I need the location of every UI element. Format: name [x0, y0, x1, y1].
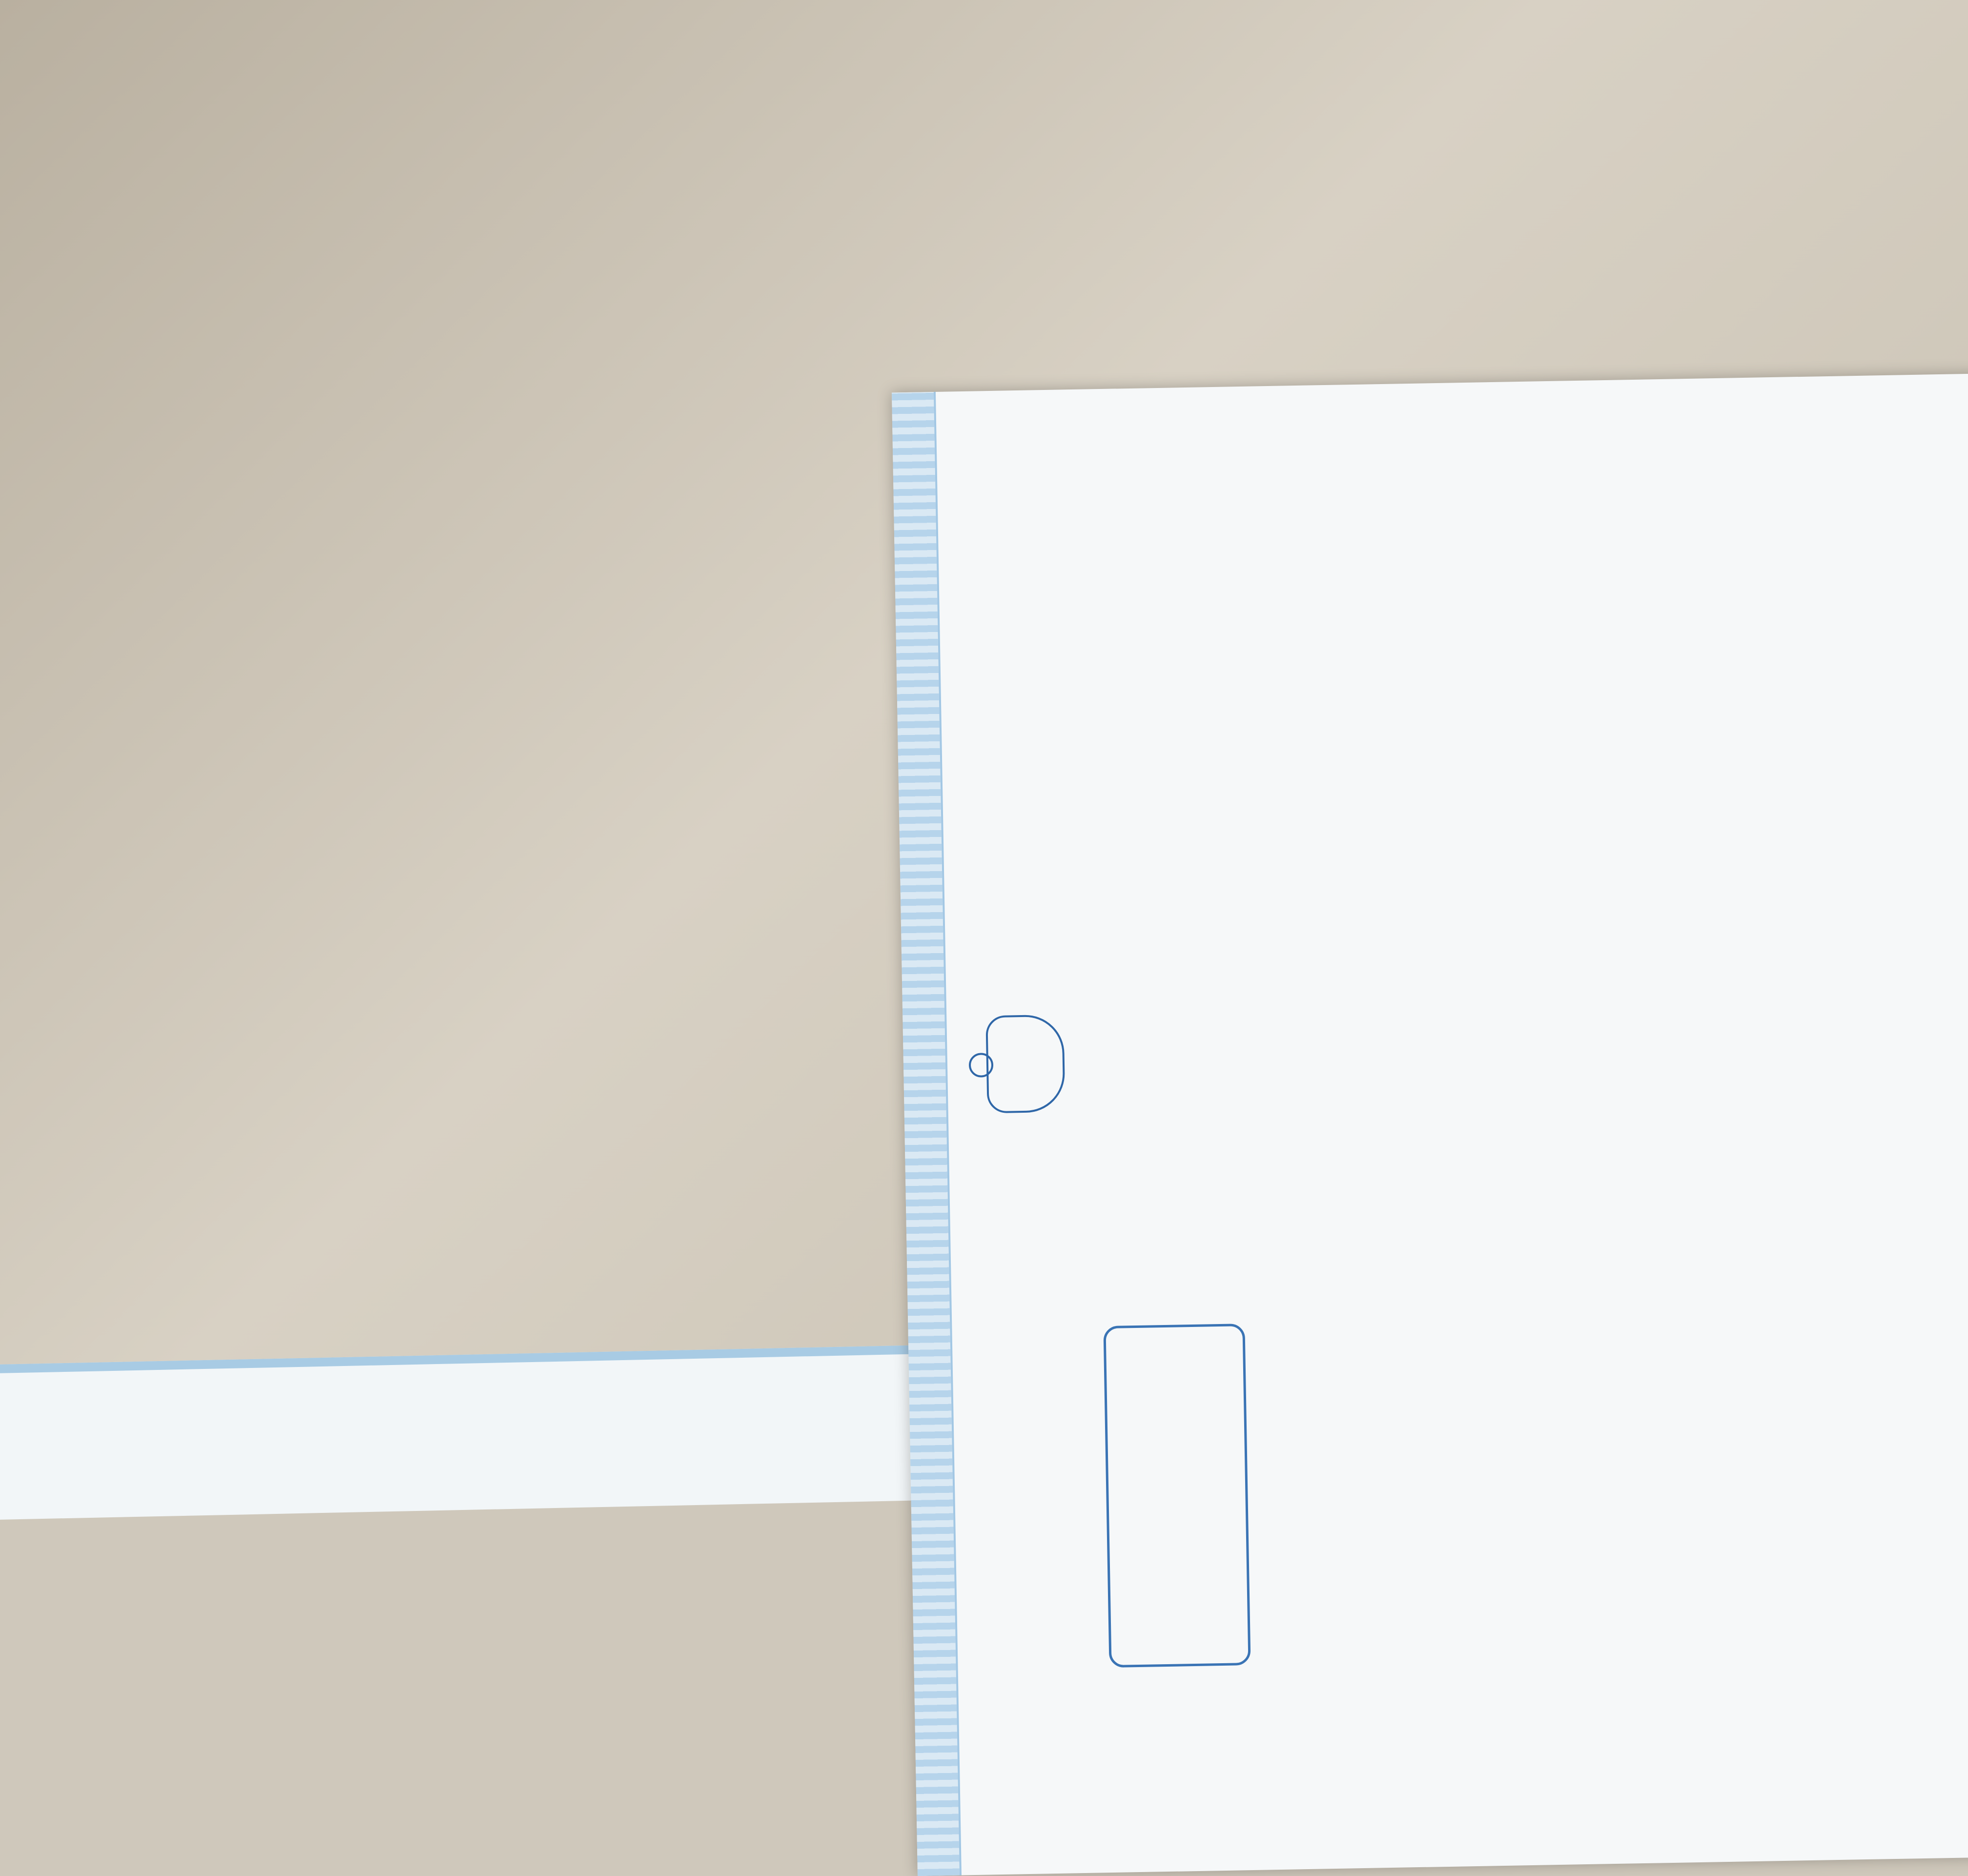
coat-of-arms-icon [985, 1015, 1065, 1114]
birth-certificate [892, 360, 1968, 1876]
acte-box [1103, 1324, 1250, 1668]
